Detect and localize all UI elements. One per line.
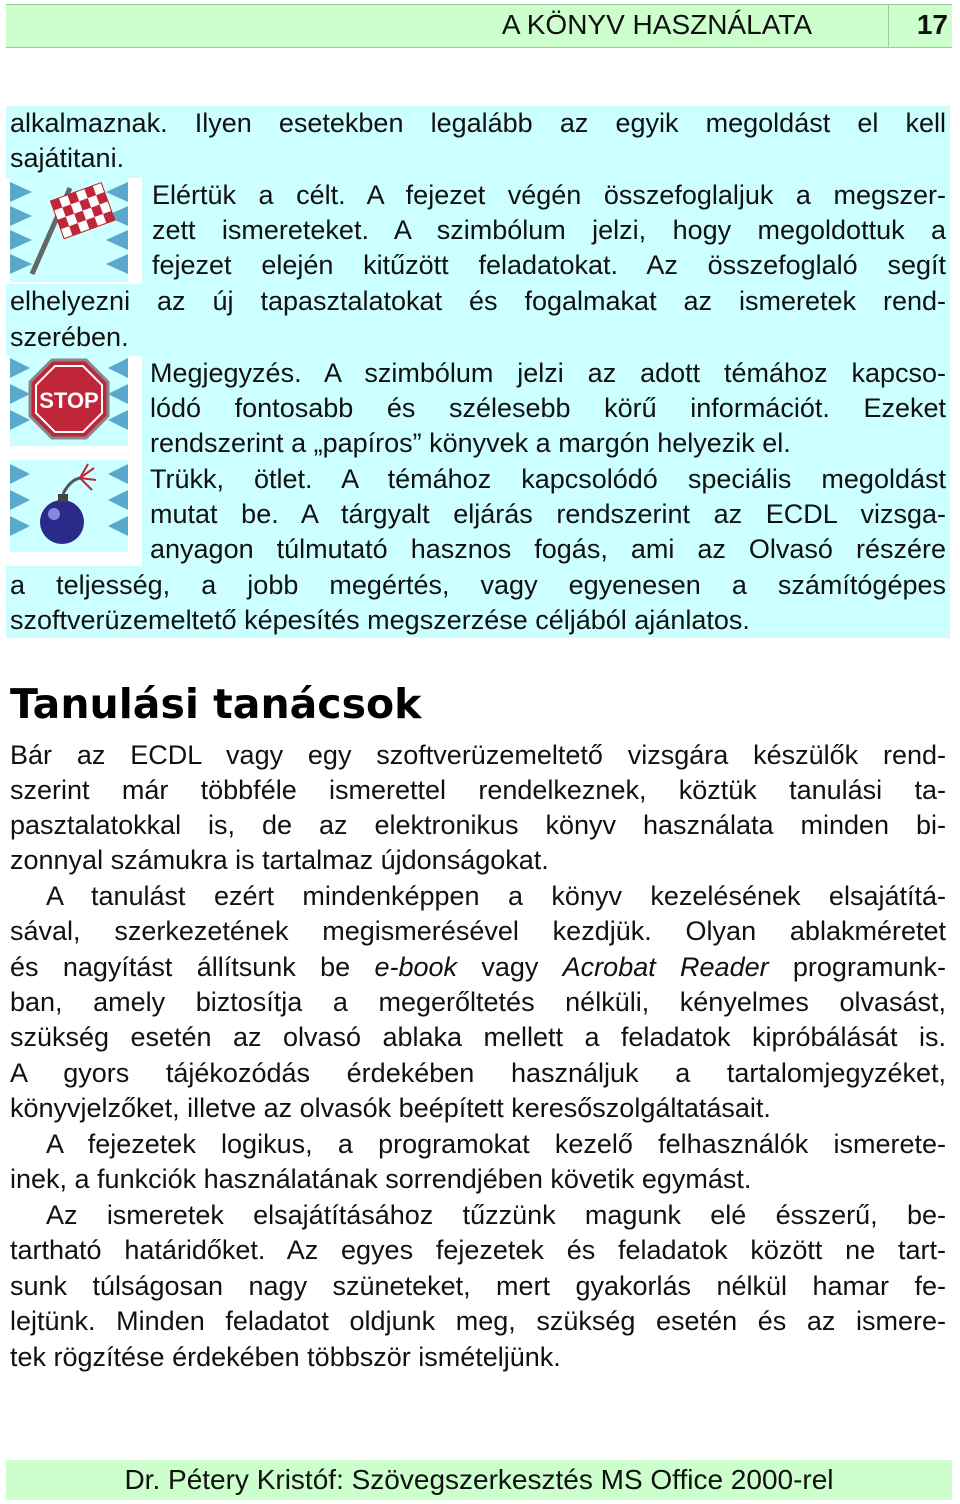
- paragraph-line: Bár az ECDL vagy egy szoftverüzemeltető vizsgára készülők rend-: [10, 740, 946, 770]
- paragraph-line: pasztalatokkal is, de az elektronikus könyv használata minden bi-: [10, 810, 946, 840]
- paragraph-line: sával, szerkezetének megismerésével kezdjük. Olyan ablakméretet: [10, 916, 946, 946]
- paragraph-line: A fejezetek logikus, a programokat kezelő felhasználók ismerete-: [46, 1129, 946, 1159]
- paragraph-line: ban, amely biztosítja a megerőltetés nélküli, kényelmes olvasást,: [10, 987, 946, 1017]
- stop-label: STOP: [39, 388, 99, 413]
- paragraph-line: [10, 950, 946, 985]
- page-footer: Dr. Pétery Kristóf: Szövegszerkesztés MS Office 2000-rel: [6, 1460, 952, 1500]
- page-header: [6, 4, 952, 48]
- checkered-flag-icon: [10, 178, 128, 282]
- paragraph-line: lejtünk. Minden feladatot oldjunk meg, szükség esetén és az ismere-: [10, 1306, 946, 1336]
- goal-line: zett ismereteket. A szimbólum jelzi, hogy megoldottuk a: [152, 215, 946, 245]
- paragraph-line: szerint már többféle ismerettel rendelkeznek, köztük tanulási ta-: [10, 775, 946, 805]
- paragraph-line: Az ismeretek elsajátításához tűzzünk magunk elé ésszerű, be-: [46, 1200, 946, 1230]
- paragraph-line: A gyors tájékozódás érdekében használjuk a tartalomjegyzéket,: [10, 1058, 946, 1088]
- goal-line: elhelyezni az új tapasztalatokat és fogalmakat az ismeretek rend-: [10, 286, 946, 316]
- goal-line: fejezet elején kitűzött feladatokat. Az összefoglaló segít: [152, 250, 946, 280]
- text-run-italic: e-book: [374, 952, 457, 982]
- paragraph-line: tartható határidőket. Az egyes fejezetek és feladatok között ne tart-: [10, 1235, 946, 1265]
- goal-line: Elértük a célt. A fejezet végén összefoglaljuk a megszer-: [152, 180, 946, 210]
- section-heading: Tanulási tanácsok: [10, 680, 422, 728]
- header-divider: [888, 5, 889, 47]
- running-title: A KÖNYV HASZNÁLATA: [501, 9, 812, 40]
- text-run-italic: Acrobat Reader: [562, 952, 769, 982]
- note-line: Megjegyzés. A szimbólum jelzi az adott témához kapcso-: [150, 358, 946, 388]
- goal-line: szerében.: [10, 322, 129, 352]
- note-line: lódó fontosabb és szélesebb körű információt. Ezeket: [150, 393, 946, 423]
- text-run: vagy: [457, 952, 563, 982]
- tip-line: szoftverüzemeltető képesítés megszerzése céljából ajánlatos.: [10, 605, 750, 635]
- tip-line: mutat be. A tárgyalt eljárás rendszerint az ECDL vizsga-: [150, 499, 946, 529]
- intro-line: alkalmaznak. Ilyen esetekben legalább az egyik megoldást el kell: [10, 108, 946, 138]
- text-run: programunk-: [768, 952, 946, 982]
- paragraph-line: A tanulást ezért mindenképpen a könyv kezelésének elsajátítá-: [46, 881, 946, 911]
- paragraph-line: könyvjelzőket, illetve az olvasók beépített keresőszolgáltatásait.: [10, 1093, 771, 1123]
- text-run: és nagyítást állítsunk be: [10, 952, 375, 982]
- paragraph-line: inek, a funkciók használatának sorrendjében követik egymást.: [10, 1164, 752, 1194]
- stop-sign-icon: [10, 354, 128, 446]
- bomb-icon: [10, 460, 128, 552]
- note-line: rendszerint a „papíros” könyvek a margón helyezik el.: [150, 428, 791, 458]
- paragraph-line: zonnyal számukra is tartalmaz újdonságokat.: [10, 845, 549, 875]
- tip-line: Trükk, ötlet. A témához kapcsolódó speciális megoldást: [150, 464, 946, 494]
- tip-line: a teljesség, a jobb megértés, vagy egyenesen a számítógépes: [10, 570, 946, 600]
- paragraph-line: tek rögzítése érdekében többször ismételjünk.: [10, 1342, 561, 1372]
- tip-line: anyagon túlmutató hasznos fogás, ami az Olvasó részére: [150, 534, 946, 564]
- intro-line: sajátitani.: [10, 143, 125, 173]
- paragraph-line: sunk túlságosan nagy szüneteket, mert gyakorlás nélkül hamar fe-: [10, 1271, 946, 1301]
- page-number: 17: [916, 9, 948, 40]
- paragraph-line: szükség esetén az olvasó ablaka mellett a feladatok kipróbálását is.: [10, 1022, 946, 1052]
